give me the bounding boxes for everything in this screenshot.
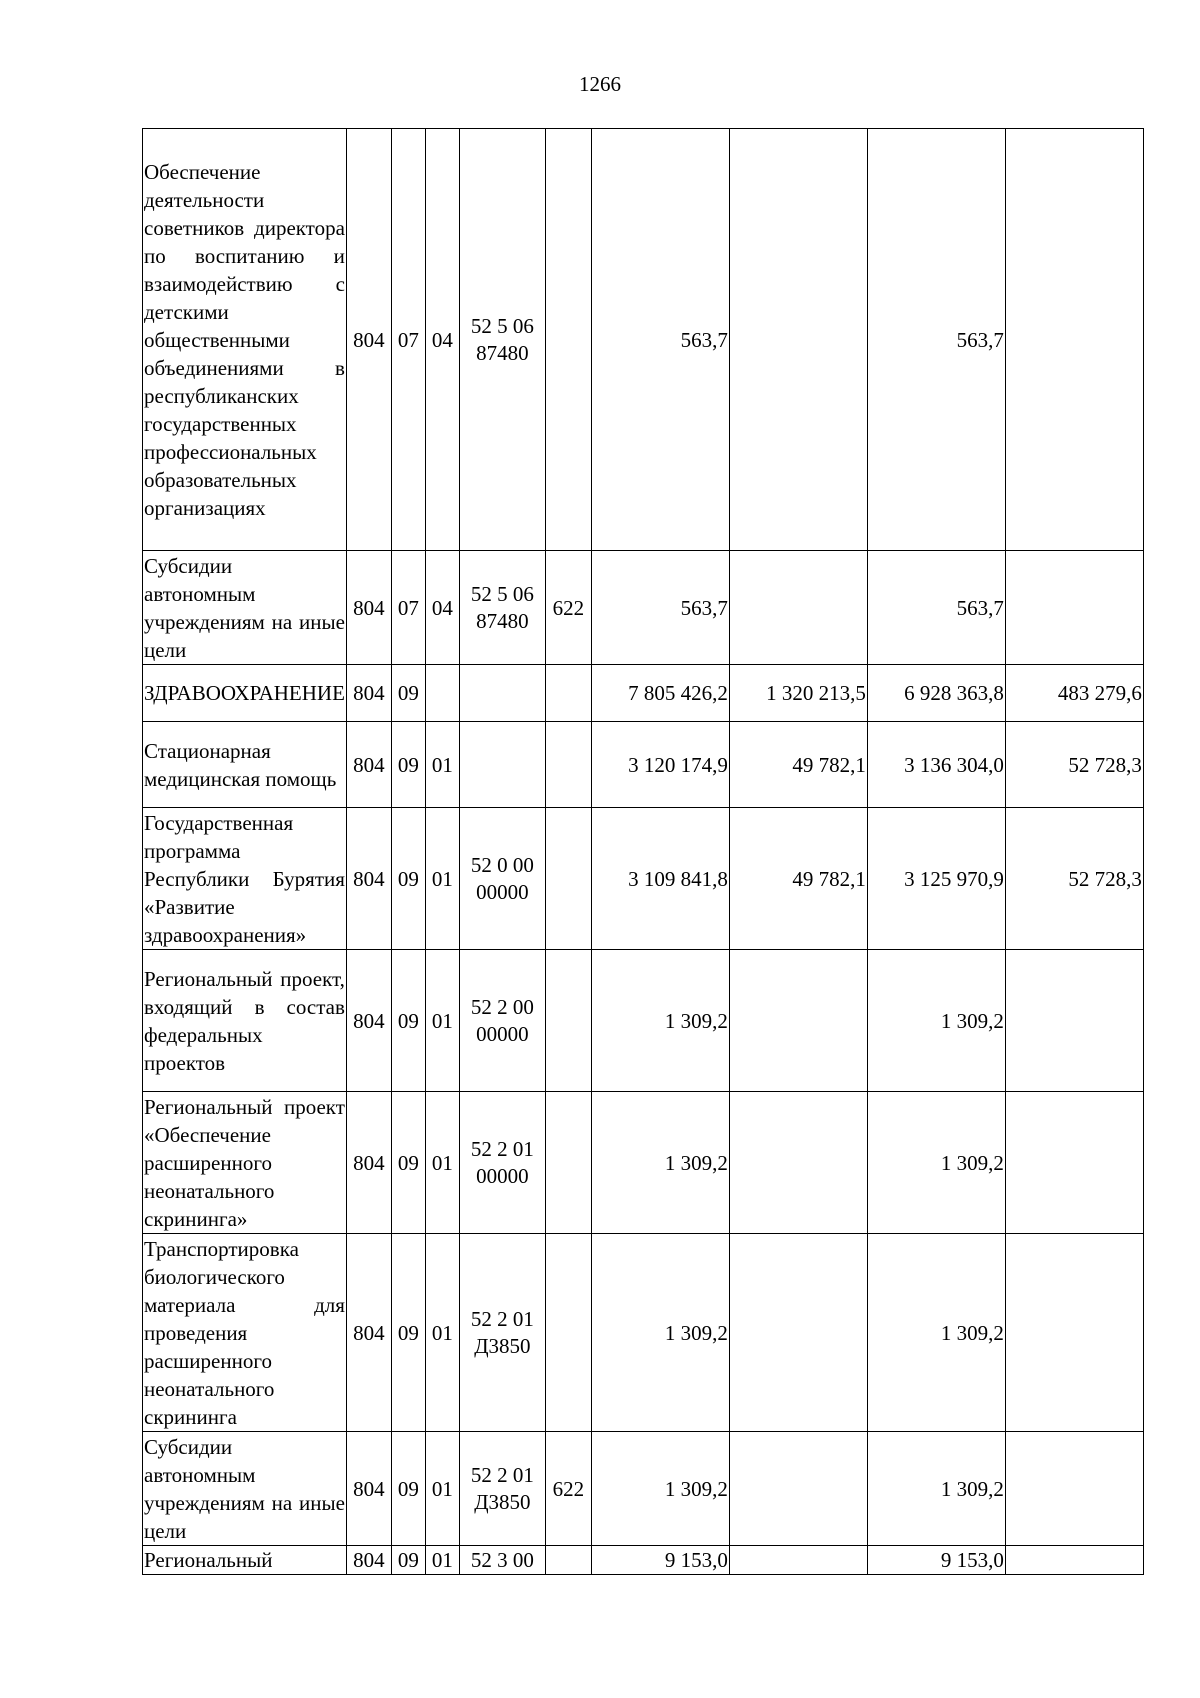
subsection-code: 01 [425,950,459,1092]
section-code: 09 [391,1234,425,1432]
expense-type-code [545,722,591,808]
amount-col3: 1 309,2 [867,1432,1005,1546]
subsection-code: 01 [425,808,459,950]
table-row [143,129,1144,551]
row-name: Транспортировка биологического материала для проведения расширенного неонатального скрининга [143,1234,347,1432]
amount-col2: 49 782,1 [729,722,867,808]
budget-table [142,128,1144,1575]
amount-total: 563,7 [591,129,729,551]
target-article-code: 52 0 00 00000 [459,808,545,950]
subsection-code: 04 [425,129,459,551]
amount-col4 [1005,1432,1143,1546]
table-row [143,1092,1144,1234]
expense-type-code [545,665,591,722]
row-name: Региональный [143,1546,347,1575]
table-row [143,1234,1144,1432]
amount-col3: 563,7 [867,551,1005,665]
section-code: 09 [391,1432,425,1546]
target-article-code: 52 2 01 00000 [459,1092,545,1234]
subsection-code: 01 [425,1432,459,1546]
amount-col2 [729,551,867,665]
ministry-code: 804 [346,665,391,722]
row-name: Стационарная медицинская помощь [143,722,347,808]
row-name: Региональный проект «Обеспечение расширенного неонатального скрининга» [143,1092,347,1234]
amount-col2 [729,950,867,1092]
table-row [143,950,1144,1092]
amount-col3: 1 309,2 [867,950,1005,1092]
amount-col3: 6 928 363,8 [867,665,1005,722]
target-article-code [459,665,545,722]
target-article-code: 52 3 00 [459,1546,545,1575]
amount-col3: 3 136 304,0 [867,722,1005,808]
row-name: Субсидии автономным учреждениям на иные цели [143,1432,347,1546]
amount-total: 3 120 174,9 [591,722,729,808]
section-code: 09 [391,665,425,722]
amount-col4: 483 279,6 [1005,665,1143,722]
amount-total: 1 309,2 [591,1092,729,1234]
table-row [143,722,1144,808]
amount-col4 [1005,129,1143,551]
expense-type-code [545,129,591,551]
target-article-code: 52 5 06 87480 [459,129,545,551]
ministry-code: 804 [346,950,391,1092]
section-code: 09 [391,1546,425,1575]
row-name: Субсидии автономным учреждениям на иные цели [143,551,347,665]
amount-col3: 9 153,0 [867,1546,1005,1575]
amount-col2: 49 782,1 [729,808,867,950]
row-name: Региональный проект, входящий в состав федеральных проектов [143,950,347,1092]
subsection-code: 01 [425,722,459,808]
table-row [143,1432,1144,1546]
target-article-code: 52 2 01 Д3850 [459,1432,545,1546]
section-code: 07 [391,551,425,665]
ministry-code: 804 [346,129,391,551]
amount-col2 [729,129,867,551]
row-name: Государственная программа Республики Бурятия «Развитие здравоохранения» [143,808,347,950]
section-code: 07 [391,129,425,551]
row-name: Обеспечение деятельности советников директора по воспитанию и взаимодействию с детскими общественными объединениями в республиканских государственных профессиональных образовательных организациях [143,129,347,551]
amount-col2 [729,1432,867,1546]
subsection-code [425,665,459,722]
table-row [143,665,1144,722]
ministry-code: 804 [346,1432,391,1546]
section-code: 09 [391,722,425,808]
amount-col3: 563,7 [867,129,1005,551]
amount-col4 [1005,1092,1143,1234]
target-article-code [459,722,545,808]
target-article-code: 52 5 06 87480 [459,551,545,665]
section-code: 09 [391,1092,425,1234]
expense-type-code: 622 [545,1432,591,1546]
expense-type-code: 622 [545,551,591,665]
amount-total: 563,7 [591,551,729,665]
ministry-code: 804 [346,1092,391,1234]
amount-col3: 3 125 970,9 [867,808,1005,950]
ministry-code: 804 [346,722,391,808]
table-row [143,551,1144,665]
expense-type-code [545,1234,591,1432]
section-code: 09 [391,950,425,1092]
expense-type-code [545,1092,591,1234]
subsection-code: 04 [425,551,459,665]
amount-total: 3 109 841,8 [591,808,729,950]
amount-col4 [1005,1546,1143,1575]
table-row [143,1546,1144,1575]
amount-col2: 1 320 213,5 [729,665,867,722]
amount-col4 [1005,950,1143,1092]
ministry-code: 804 [346,1234,391,1432]
amount-col4 [1005,551,1143,665]
table-row [143,808,1144,950]
amount-total: 9 153,0 [591,1546,729,1575]
amount-col2 [729,1546,867,1575]
section-code: 09 [391,808,425,950]
subsection-code: 01 [425,1234,459,1432]
amount-col3: 1 309,2 [867,1092,1005,1234]
amount-total: 1 309,2 [591,1432,729,1546]
amount-col2 [729,1092,867,1234]
expense-type-code [545,808,591,950]
target-article-code: 52 2 01 Д3850 [459,1234,545,1432]
ministry-code: 804 [346,551,391,665]
amount-total: 1 309,2 [591,950,729,1092]
amount-total: 1 309,2 [591,1234,729,1432]
amount-col3: 1 309,2 [867,1234,1005,1432]
amount-col4: 52 728,3 [1005,722,1143,808]
amount-col4: 52 728,3 [1005,808,1143,950]
expense-type-code [545,1546,591,1575]
page-number: 1266 [579,72,621,96]
subsection-code: 01 [425,1092,459,1234]
ministry-code: 804 [346,808,391,950]
ministry-code: 804 [346,1546,391,1575]
amount-col4 [1005,1234,1143,1432]
expense-type-code [545,950,591,1092]
amount-col2 [729,1234,867,1432]
row-name: ЗДРАВООХРАНЕНИЕ [143,665,347,722]
subsection-code: 01 [425,1546,459,1575]
target-article-code: 52 2 00 00000 [459,950,545,1092]
amount-total: 7 805 426,2 [591,665,729,722]
